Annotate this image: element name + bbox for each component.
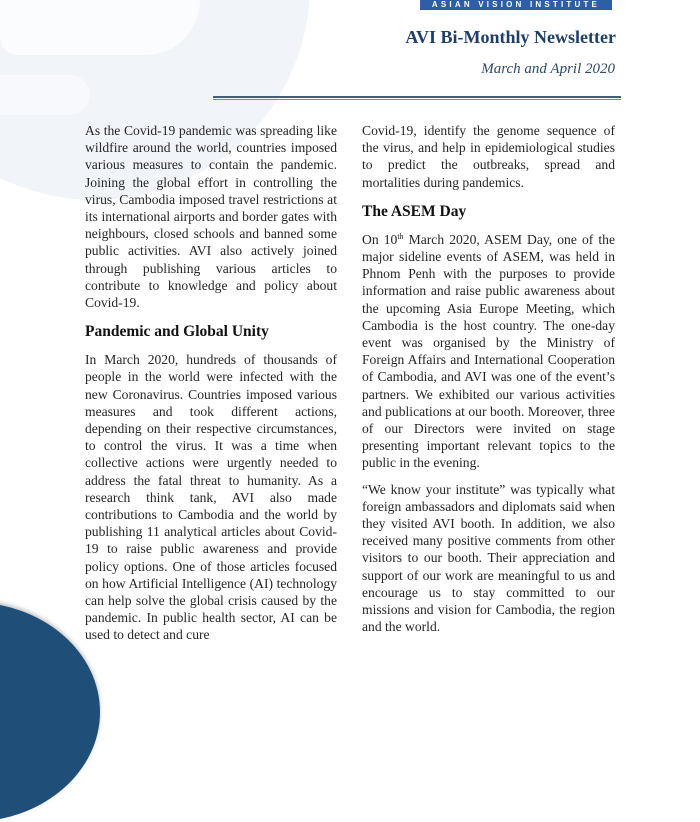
continued-paragraph: Covid-19, identify the genome sequence of the virus, and help in epidemiological studies to predict the outbreaks, spread and mortalities during pandemics.	[362, 123, 615, 190]
newsletter-date: March and April 2020	[481, 61, 615, 77]
header-divider	[213, 96, 621, 100]
newsletter-title: AVI Bi-Monthly Newsletter	[405, 27, 616, 47]
closing-paragraph: “We know your institute” was typically what foreign ambassadors and diplomats said when they visited AVI booth. In addition, we also received many positive comments from other visitors to our booth. Their appreciation and support of our work are meaningful to us and encourage us to stay committed to our missions and vision for Cambodia, the region and the world.	[362, 481, 615, 635]
right-column	[362, 122, 615, 644]
section-heading-pandemic: Pandemic and Global Unity	[85, 323, 269, 341]
asem-paragraph-prefix: On 10	[362, 231, 398, 247]
ordinal-suffix: th	[397, 231, 404, 241]
left-column	[85, 122, 337, 653]
institute-banner: ASIAN VISION INSTITUTE	[420, 0, 612, 10]
map-watermark-shape	[0, 0, 200, 55]
intro-paragraph: As the Covid-19 pandemic was spreading like wildfire around the world, countries imposed various measures to contain the pandemic. Joining the global effort in controlling the virus, Cambodia imposed travel restrictions at its international airports and border gates with neighbours, closed schools and banned some public activities. AVI also actively joined through publishing various articles to contribute to knowledge and policy about Covid-19.	[85, 123, 337, 311]
asem-paragraph	[362, 231, 615, 472]
section-heading-asem-day: The ASEM Day	[362, 202, 467, 220]
pandemic-paragraph: In March 2020, hundreds of thousands of people in the world were infected with the new Coronavirus. Countries imposed various measures and took different actions, depending on their respective circumstances, to control the virus. It was a time when collective actions were urgently needed to address the fatal threat to humanity. As a research think tank, AVI also made contributions to Cambodia and the world by publishing 11 analytical articles about Covid-19 to raise public awareness and provide policy options. One of those articles focused on how Artificial Intelligence (AI) technology can help solve the global crisis caused by the pandemic. In public health sector, AI can be used to detect and cure	[85, 352, 337, 643]
asem-paragraph-body: March 2020, ASEM Day, one of the major sideline events of ASEM, was held in Phnom Penh with the purposes to provide information and raise public awareness about the upcoming Asia Europe Meeting, which Cambodia is the host country. The one-day event was organised by the Ministry of Foreign Affairs and International Cooperation of Cambodia, and AVI was one of the event’s partners. We exhibited our various activities and publications at our booth. Moreover, three of our Directors were invited on stage presenting important relevant topics to the public in the evening.	[362, 231, 616, 471]
map-watermark-shape	[0, 75, 90, 115]
